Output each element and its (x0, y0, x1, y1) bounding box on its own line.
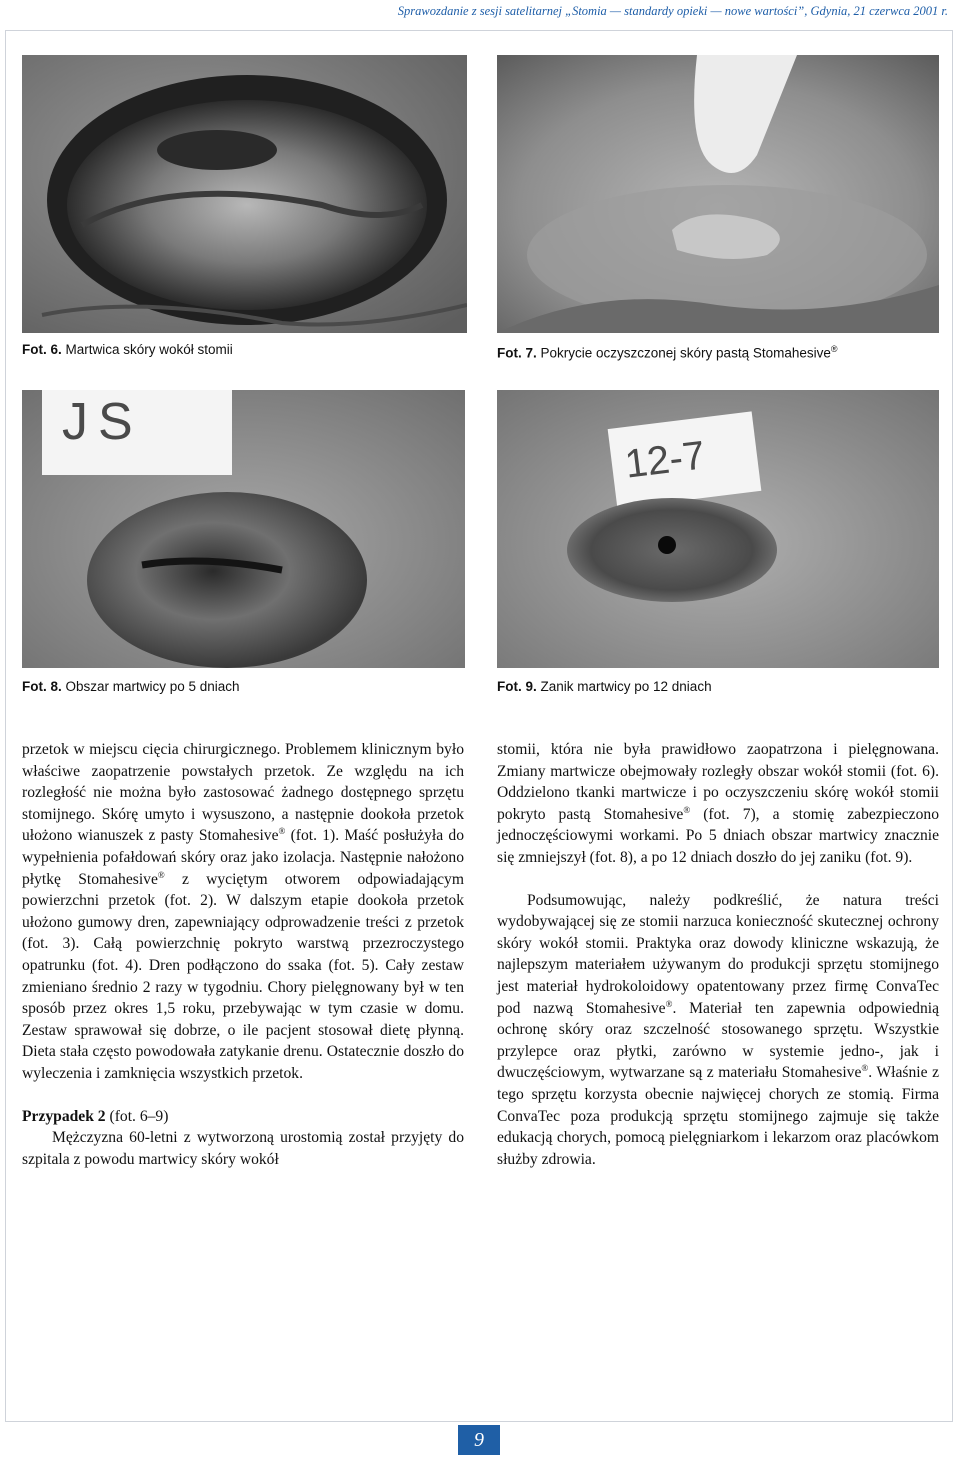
caption-number: Fot. 7. (497, 345, 537, 361)
caption-fig8 (22, 679, 240, 694)
photo-fig9 (497, 390, 939, 668)
photo-fig7 (497, 55, 939, 333)
paragraph: Mężczyzna 60-letni z wytworzoną urostomią został przyjęty do szpitala z powodu martwicy skóry wokół (22, 1129, 464, 1168)
caption-text: Zanik martwicy po 12 dniach (536, 679, 712, 694)
case-heading (22, 1106, 464, 1128)
left-column (22, 739, 464, 1170)
registered-mark: ® (278, 826, 286, 837)
photo-fig8 (22, 390, 465, 668)
photo-label-fig9: 12-7 (622, 433, 708, 487)
paragraph (22, 739, 464, 1085)
caption-text: Martwica skóry wokół stomii (61, 342, 233, 357)
necrosis-photo-image (22, 55, 467, 333)
case-title: Przypadek 2 (22, 1107, 106, 1125)
paste-photo-image (497, 55, 939, 333)
running-header: Sprawozdanie z sesji satelitarnej „Stomia — standardy opieki — nowe wartości”, Gdynia, 21 czerwca 2001 r. (397, 4, 948, 18)
caption-text: Obszar martwicy po 5 dniach (61, 679, 240, 694)
registered-mark: ® (830, 344, 838, 354)
page-number: 9 (458, 1425, 500, 1455)
registered-mark: ® (157, 869, 165, 880)
text-run: z wyciętym otworem odpowiadającym powierzchni przetok (fot. 2). W dalszym etapie dookoła przetok ułożono gumowy dren, zapewniający odprowadzenie treści z przetok (fot. 3). Całą powierzchnię pokryto warstwą przezroczystego opatrunku (fot. 4). Dren podłączono do ssaka (fot. 5). Cały zestaw zmieniano średnio 2 razy w tygodniu. Chory pielęgnowany był w ten sposób przez okres 1,5 roku, przebywając w tym czasie w domu. Zestaw sprawował się dobrze, o ile pacjent stosował dietę płynną. Dieta stała często powodowała zatykanie drenu. Ostatecznie doszło do wyleczenia i zamknięcia wszystkich przetok. (22, 870, 464, 1082)
photo-label-fig8: JS (62, 393, 143, 451)
caption-number: Fot. 8. (22, 679, 62, 694)
caption-fig9 (497, 679, 712, 694)
paragraph (497, 890, 939, 1171)
text-run: (fot. 1). Maść posłużyła do wypełnienia pofałdowań skóry oraz jako izolacja. Następnie nałożono płytkę Stomahesive (22, 827, 464, 888)
caption-number: Fot. 9. (497, 679, 537, 694)
text-run: . Właśnie z tego sprzętu korzysta obecnie najwięcej chorych ze stomią. Firma ConvaTec poza produkcją sprzętu stomijnego zajmuje się także edukacją chorych, pomocą pielęgniarkom i lekarzom oraz placówkom służby zdrowia. (497, 1064, 939, 1168)
case-ref: (fot. 6–9) (105, 1107, 169, 1125)
registered-mark: ® (683, 804, 691, 815)
necrosis-12days-image (497, 390, 939, 668)
caption-number: Fot. 6. (22, 342, 62, 357)
caption-text: Pokrycie oczyszczonej skóry pastą Stomahesive (536, 345, 831, 361)
caption-fig6 (22, 342, 233, 357)
paragraph (497, 739, 939, 869)
photo-fig6 (22, 55, 467, 333)
text-run: . Materiał ten zapewnia odpowiednią ochronę skóry oraz szczelność stosowanego sprzętu. Wszystkie przylepce oraz płytki, zarówno w systemie jedno-, jak i dwuczęściowym, wytwarzane są z materiału Stomahesive (497, 999, 939, 1082)
caption-fig7 (497, 344, 838, 361)
text-run: Podsumowując, należy podkreślić, że natura treści wydobywającej się ze stomii narzuca konieczność skutecznej ochrony skóry wokół stomii. Praktyka oraz dowody kliniczne wskazują, że najlepszym materiałem używanym do produkcji sprzętu stomijnego jest materiał hydrokoloidowy opatentowany przez firmę ConvaTec pod nazwą Stomahesive (497, 891, 939, 1017)
registered-mark: ® (665, 998, 673, 1009)
right-column (497, 739, 939, 1170)
text-run: przetok w miejscu cięcia chirurgicznego. Problemem klinicznym było właściwe zaopatrzenie powstałych przetok. Ze względu na ich rozległość nie można było zastosować żadnego dostępnego sprzętu stomijnego. Skórę umyto i wysuszono, a następnie dookoła przetok ułożono wianuszek z pasty Stomahesive (22, 741, 464, 845)
text-run: (fot. 7), a stomię zabezpieczono jednoczęściowymi workami. Po 5 dniach obszar martwicy znacznie się zmniejszył (fot. 8), a po 12 dniach doszło do jej zaniku (fot. 9). (497, 805, 939, 866)
registered-mark: ® (861, 1063, 869, 1074)
text-run: stomii, która nie była prawidłowo zaopatrzona i pielęgnowana. Zmiany martwicze obejmowały rozległy obszar wokół stomii (fot. 6). Oddzielono tkanki martwicze i po oczyszczeniu skórę wokół stomii pokryto pastą Stomahesive (497, 741, 939, 823)
